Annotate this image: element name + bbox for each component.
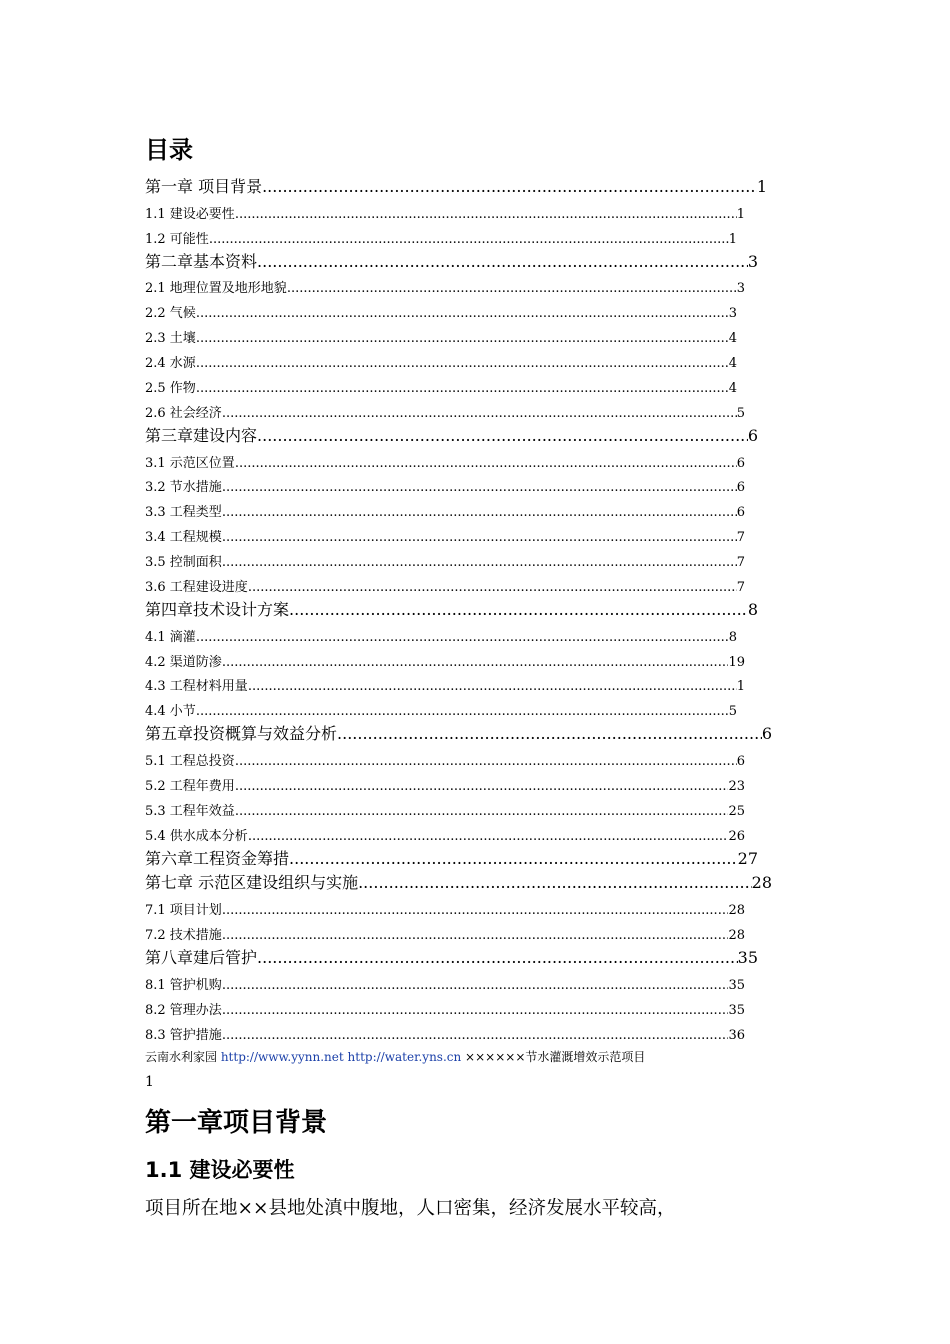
toc-entry-label: 3.5 控制面积 xyxy=(145,555,222,570)
toc-entry-label: 4.3 工程材料用量 xyxy=(145,679,248,695)
toc-entry-label: 3.2 节水措施 xyxy=(145,480,222,496)
toc-entry-row xyxy=(145,775,745,794)
toc-section-entry[interactable] xyxy=(145,547,785,572)
footer-link-water[interactable]: http://water.yns.cn xyxy=(347,1050,462,1064)
toc-section-entry[interactable] xyxy=(145,746,785,771)
toc-entry-row xyxy=(145,228,737,247)
toc-page-number: 6 xyxy=(736,505,745,521)
toc-page-number: 35 xyxy=(728,1002,745,1018)
toc-page-number: 5 xyxy=(728,704,737,720)
toc-entry-row xyxy=(145,174,767,197)
toc-entry-label: 8.2 管理办法 xyxy=(145,1002,222,1018)
toc-chapter-entry[interactable] xyxy=(145,721,785,746)
toc-entry-label: 第六章工程资金筹措 xyxy=(145,848,290,868)
toc-section-entry[interactable] xyxy=(145,995,785,1020)
toc-dot-leader xyxy=(196,356,729,371)
page-number: 1 xyxy=(145,1074,154,1090)
toc-chapter-entry[interactable] xyxy=(145,423,785,448)
toc-dot-leader xyxy=(196,381,729,396)
toc-dot-leader xyxy=(235,456,737,471)
toc-entry-label: 2.1 地理位置及地形地貌 xyxy=(145,281,287,297)
toc-dot-leader xyxy=(196,331,729,346)
toc-entry-label: 8.1 管护机购 xyxy=(145,977,222,993)
toc-entry-label: 5.4 供水成本分析 xyxy=(145,828,248,844)
toc-entry-row xyxy=(145,899,745,918)
toc-section-entry[interactable] xyxy=(145,622,785,647)
toc-page-number: 7 xyxy=(736,579,745,595)
toc-dot-leader xyxy=(222,1003,729,1018)
toc-chapter-entry[interactable] xyxy=(145,249,785,274)
toc-section-entry[interactable] xyxy=(145,398,785,423)
toc-section-entry[interactable] xyxy=(145,373,785,398)
toc-page-number: 5 xyxy=(736,405,745,421)
toc-entry-row xyxy=(145,203,745,222)
toc-dot-leader xyxy=(222,655,729,670)
toc-entry-row xyxy=(145,423,758,446)
toc-entry-row xyxy=(145,352,737,371)
toc-dot-leader xyxy=(209,232,729,247)
toc-page-number: 3 xyxy=(736,281,745,297)
toc-page-number: 6 xyxy=(761,724,772,744)
toc-dot-leader xyxy=(196,630,729,645)
toc-entry-row xyxy=(145,750,745,769)
toc-entry-label: 3.3 工程类型 xyxy=(145,505,222,521)
toc-page-number: 1 xyxy=(756,176,767,196)
toc-page-number: 6 xyxy=(747,425,758,445)
toc-entry-label: 7.1 项目计划 xyxy=(145,903,222,919)
toc-entry-label: 第五章投资概算与效益分析 xyxy=(145,724,338,744)
toc-entry-row xyxy=(145,277,745,296)
toc-dot-leader xyxy=(235,207,737,222)
toc-dot-leader xyxy=(196,704,729,719)
toc-entry-row xyxy=(145,626,737,645)
toc-section-entry[interactable] xyxy=(145,771,785,796)
chapter-heading: 第一章项目背景 xyxy=(145,1108,328,1138)
toc-dot-leader xyxy=(257,426,748,445)
toc-page-number: 36 xyxy=(728,1027,745,1043)
section-heading: 1.1 建设必要性 xyxy=(145,1158,295,1182)
toc-entry-row xyxy=(145,999,745,1018)
toc-entry-row xyxy=(145,924,745,943)
toc-dot-leader xyxy=(222,978,729,993)
toc-dot-leader xyxy=(235,779,729,794)
toc-entry-row xyxy=(145,846,758,869)
toc-page-number: 28 xyxy=(728,928,745,944)
toc-entry-label: 第一章 项目背景 xyxy=(145,176,263,196)
toc-entry-row xyxy=(145,870,772,893)
toc-section-entry[interactable] xyxy=(145,448,785,473)
toc-entry-label: 第三章建设内容 xyxy=(145,425,258,445)
body-paragraph: 项目所在地××县地处滇中腹地，人口密集，经济发展水平较高， xyxy=(145,1198,676,1219)
toc-dot-leader xyxy=(196,306,729,321)
toc-dot-leader xyxy=(248,679,737,694)
toc-entry-row xyxy=(145,700,737,719)
toc-page-number: 27 xyxy=(737,848,758,868)
footer-link-yynn[interactable]: http://www.yynn.net xyxy=(220,1050,344,1064)
toc-entry-label: 2.3 土壤 xyxy=(145,331,196,347)
toc-entry-row xyxy=(145,402,745,421)
toc-entry-row xyxy=(145,501,745,520)
toc-dot-leader xyxy=(289,600,748,619)
toc-entry-row xyxy=(145,825,745,844)
toc-chapter-entry[interactable] xyxy=(145,597,785,622)
toc-entry-label: 第七章 示范区建设组织与实施 xyxy=(145,873,359,893)
toc-entry-label: 5.3 工程年效益 xyxy=(145,803,235,819)
toc-section-entry[interactable] xyxy=(145,1020,785,1045)
toc-section-entry[interactable] xyxy=(145,572,785,597)
toc-entry-label: 5.2 工程年费用 xyxy=(145,778,235,794)
toc-entry-row xyxy=(145,327,737,346)
toc-entry-row xyxy=(145,551,745,570)
toc-dot-leader xyxy=(235,804,729,819)
toc-page-number: 4 xyxy=(728,331,737,347)
table-of-contents xyxy=(145,174,785,1045)
toc-section-entry[interactable] xyxy=(145,348,785,373)
toc-page-number: 6 xyxy=(736,754,745,769)
toc-section-entry[interactable] xyxy=(145,274,785,299)
toc-section-entry[interactable] xyxy=(145,199,785,224)
toc-page-number: 28 xyxy=(728,903,745,919)
toc-chapter-entry[interactable] xyxy=(145,174,785,199)
toc-entry-label: 2.5 作物 xyxy=(145,380,196,396)
toc-page-number: 19 xyxy=(728,654,745,670)
toc-entry-label: 5.1 工程总投资 xyxy=(145,754,235,769)
toc-entry-label: 4.2 渠道防渗 xyxy=(145,654,222,670)
toc-entry-row xyxy=(145,302,737,321)
toc-section-entry[interactable] xyxy=(145,473,785,498)
toc-page-number: 7 xyxy=(736,555,745,570)
toc-section-entry[interactable] xyxy=(145,522,785,547)
toc-section-entry[interactable] xyxy=(145,298,785,323)
toc-section-entry[interactable] xyxy=(145,497,785,522)
toc-entry-label: 4.1 滴灌 xyxy=(145,629,196,645)
toc-entry-row xyxy=(145,377,737,396)
toc-page-number: 3 xyxy=(747,251,758,271)
toc-page-number: 3 xyxy=(728,306,737,322)
toc-entry-row xyxy=(145,800,745,819)
toc-entry-label: 4.4 小节 xyxy=(145,704,196,720)
toc-entry-label: 8.3 管护措施 xyxy=(145,1027,222,1043)
toc-page-number: 26 xyxy=(728,828,745,844)
toc-section-entry[interactable] xyxy=(145,224,785,249)
toc-entry-row xyxy=(145,576,745,595)
footer-site-name: 云南水利家园 xyxy=(145,1050,221,1064)
toc-entry-label: 第二章基本资料 xyxy=(145,251,258,271)
toc-entry-label: 2.6 社会经济 xyxy=(145,405,222,421)
toc-page-number: 6 xyxy=(736,455,745,471)
toc-dot-leader xyxy=(222,1028,729,1043)
toc-section-entry[interactable] xyxy=(145,647,785,672)
toc-page-number: 23 xyxy=(728,778,745,794)
toc-entry-label: 3.4 工程规模 xyxy=(145,530,222,546)
toc-entry-label: 7.2 技术措施 xyxy=(145,928,222,944)
toc-entry-label: 3.6 工程建设进度 xyxy=(145,579,248,595)
toc-dot-leader xyxy=(222,505,737,520)
toc-page-number: 8 xyxy=(747,599,758,619)
toc-dot-leader xyxy=(287,281,737,296)
toc-page-number: 6 xyxy=(736,480,745,496)
toc-entry-row xyxy=(145,651,745,670)
toc-page-number: 1 xyxy=(736,206,745,222)
toc-page-number: 8 xyxy=(728,629,737,645)
toc-page-number: 1 xyxy=(728,231,737,247)
toc-dot-leader xyxy=(358,873,752,892)
toc-page-number: 7 xyxy=(736,530,745,546)
toc-entry-row xyxy=(145,945,758,968)
toc-entry-label: 3.1 示范区位置 xyxy=(145,455,235,471)
toc-entry-label: 2.2 气候 xyxy=(145,306,196,322)
toc-chapter-entry[interactable] xyxy=(145,945,785,970)
toc-page-number: 4 xyxy=(728,356,737,371)
toc-entry-row xyxy=(145,675,745,694)
toc-page-number: 1 xyxy=(736,679,745,695)
toc-dot-leader xyxy=(222,555,737,570)
toc-chapter-entry[interactable] xyxy=(145,871,785,896)
footer-project-name: ××××××节水灌溉增效示范项目 xyxy=(461,1050,646,1064)
toc-dot-leader xyxy=(257,948,738,967)
toc-entry-label: 1.1 建设必要性 xyxy=(145,206,235,222)
toc-section-entry[interactable] xyxy=(145,796,785,821)
toc-dot-leader xyxy=(248,580,737,595)
toc-section-entry[interactable] xyxy=(145,970,785,995)
toc-entry-row xyxy=(145,249,758,272)
toc-entry-label: 2.4 水源 xyxy=(145,356,196,371)
toc-dot-leader xyxy=(222,903,729,918)
toc-entry-label: 1.2 可能性 xyxy=(145,231,209,247)
toc-dot-leader xyxy=(222,530,737,545)
toc-entry-row xyxy=(145,721,772,744)
toc-page-number: 35 xyxy=(737,948,758,967)
toc-dot-leader xyxy=(235,754,737,769)
toc-chapter-entry[interactable] xyxy=(145,846,785,871)
toc-entry-row xyxy=(145,1024,745,1043)
toc-section-entry[interactable] xyxy=(145,696,785,721)
toc-entry-row xyxy=(145,452,745,471)
toc-entry-label: 第八章建后管护 xyxy=(145,948,258,967)
toc-entry-row xyxy=(145,476,745,495)
toc-entry-row xyxy=(145,526,745,545)
toc-dot-leader xyxy=(222,480,737,495)
toc-dot-leader xyxy=(289,849,738,868)
toc-section-entry[interactable] xyxy=(145,920,785,945)
toc-dot-leader xyxy=(257,252,748,271)
toc-page-number: 28 xyxy=(751,873,772,893)
toc-entry-row xyxy=(145,597,758,620)
toc-section-entry[interactable] xyxy=(145,895,785,920)
toc-page-number: 25 xyxy=(728,803,745,819)
toc-section-entry[interactable] xyxy=(145,672,785,697)
toc-dot-leader xyxy=(222,406,737,421)
toc-entry-label: 第四章技术设计方案 xyxy=(145,599,290,619)
page-footer xyxy=(145,1048,645,1065)
toc-dot-leader xyxy=(337,724,762,743)
toc-dot-leader xyxy=(262,177,757,196)
toc-page-number: 35 xyxy=(728,977,745,993)
toc-entry-row xyxy=(145,974,745,993)
toc-dot-leader xyxy=(248,829,729,844)
toc-section-entry[interactable] xyxy=(145,821,785,846)
toc-section-entry[interactable] xyxy=(145,323,785,348)
toc-title: 目录 xyxy=(145,136,193,164)
toc-page-number: 4 xyxy=(728,380,737,396)
toc-dot-leader xyxy=(222,928,729,943)
